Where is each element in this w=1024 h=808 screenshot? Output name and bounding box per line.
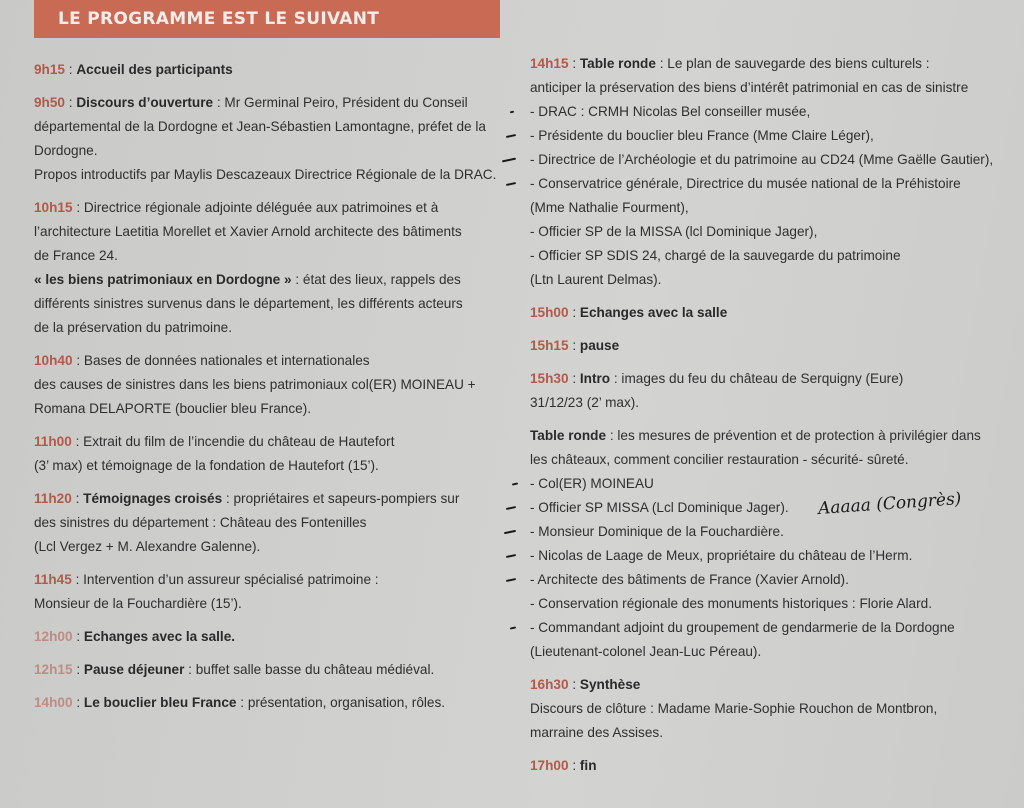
list-item [530, 196, 1010, 220]
separator: : [72, 353, 84, 368]
entry-line: Discours de clôture : Madame Marie-Sophie Rouchon de Montbron, [530, 701, 938, 716]
entry-0915 [34, 58, 504, 82]
entry-heading: Synthèse [579, 677, 641, 692]
entry-heading: Intro [579, 371, 611, 386]
time-label: 15h15 [530, 338, 569, 353]
entry-line: les châteaux, comment concilier restauration - sécurité- sûreté. [530, 452, 909, 467]
list-item [530, 544, 1010, 568]
entry-1145 [34, 568, 504, 616]
entry-line: de France 24. [34, 248, 118, 263]
list-item-text: - Directrice de l’Archéologie et du patrimoine au CD24 (Mme Gaëlle Gautier), [530, 152, 994, 167]
entry-1400 [34, 691, 504, 715]
entry-heading: Discours d’ouverture [76, 95, 214, 110]
separator: : [72, 695, 84, 710]
time-label: 10h40 [34, 353, 73, 368]
list-item [530, 148, 1010, 172]
pen-mark [512, 482, 518, 485]
separator: : [72, 662, 84, 677]
separator: : [72, 200, 84, 215]
separator: : [64, 62, 77, 77]
list-item-text: - Officier SP SDIS 24, chargé de la sauvegarde du patrimoine [530, 248, 901, 263]
separator: : [568, 338, 580, 353]
separator: : [568, 56, 580, 71]
pen-mark [502, 158, 516, 163]
time-label: 9h50 [34, 95, 65, 110]
entry-text: fin [579, 758, 597, 773]
entry-heading: pause [579, 338, 620, 353]
entry-1215 [34, 658, 504, 682]
entry-line: marraine des Assises. [530, 725, 663, 740]
entry-1040 [34, 349, 504, 421]
entry-heading: Témoignages croisés [83, 491, 223, 506]
pen-mark [506, 578, 516, 582]
separator: : [71, 434, 84, 449]
panel-list [530, 100, 1010, 292]
time-label: 11h20 [34, 491, 72, 506]
entry-text: : Le plan de sauvegarde des biens culturels : [655, 56, 930, 71]
list-item [530, 640, 1010, 664]
list-item-text: - Nicolas de Laage de Meux, propriétaire du château de l’Herm. [530, 548, 913, 563]
entry-line: des sinistres du département : Château des Fontenilles [34, 515, 367, 530]
entry-text: Bases de données nationales et internationales [83, 353, 370, 368]
list-item [530, 172, 1010, 196]
entry-text: Directrice régionale adjointe déléguée aux patrimoines et à [83, 200, 439, 215]
entry-line: Propos introductifs par Maylis Descazeaux Directrice Régionale de la DRAC. [34, 167, 497, 182]
pen-mark [506, 182, 516, 186]
list-item-text: - DRAC : CRMH Nicolas Bel conseiller musée, [530, 104, 811, 119]
entry-line: l’architecture Laetitia Morellet et Xavier Arnold architecte des bâtiments [34, 224, 462, 239]
entry-1015 [34, 196, 504, 340]
list-item-text: - Officier SP de la MISSA (lcl Dominique Jager), [530, 224, 818, 239]
time-label: 12h00 [34, 629, 73, 644]
list-item [530, 100, 1010, 124]
entry-heading: Echanges avec la salle. [83, 629, 236, 644]
entry-line: départemental de la Dordogne et Jean-Sébastien Lamontagne, préfet de la [34, 119, 486, 134]
list-item [530, 244, 1010, 268]
entry-line: de la préservation du patrimoine. [34, 320, 232, 335]
time-label: 17h00 [530, 758, 569, 773]
pen-mark [504, 530, 516, 534]
entry-text: Intervention d’un assureur spécialisé patrimoine : [83, 572, 379, 587]
list-item-text: - Architecte des bâtiments de France (Xavier Arnold). [530, 572, 849, 587]
separator: : [568, 677, 580, 692]
entry-heading: Accueil des participants [76, 62, 233, 77]
separator: : [71, 491, 84, 506]
list-item-text: - Présidente du bouclier bleu France (Mme Claire Léger), [530, 128, 874, 143]
time-label: 15h30 [530, 371, 569, 386]
time-label: 14h15 [530, 56, 569, 71]
entry-line: des causes de sinistres dans les biens patrimoniaux col(ER) MOINEAU + [34, 377, 476, 392]
separator: : [64, 95, 77, 110]
entry-line [34, 268, 504, 292]
pen-mark [510, 111, 514, 114]
entry-line: (3’ max) et témoignage de la fondation de Hautefort (15’). [34, 458, 379, 473]
pen-mark [506, 506, 516, 510]
handwritten-annotation: Aaaaa (Congrès) [817, 489, 963, 519]
time-label: 15h00 [530, 305, 569, 320]
entry-text: : propriétaires et sapeurs-pompiers sur [222, 491, 460, 506]
entry-1530 [530, 367, 1010, 415]
pen-mark [510, 626, 516, 629]
list-item [530, 220, 1010, 244]
entry-heading: Table ronde [530, 428, 607, 443]
list-item [530, 124, 1010, 148]
entry-1415 [530, 52, 1010, 292]
entry-0950 [34, 91, 504, 187]
list-item-text: - Monsieur Dominique de la Fouchardière. [530, 524, 784, 539]
entry-text: : Mr Germinal Peiro, Président du Conseil [213, 95, 468, 110]
entry-heading: Le bouclier bleu France [83, 695, 237, 710]
separator: : [568, 305, 580, 320]
entry-1515 [530, 334, 1010, 358]
entry-text: : les mesures de prévention et de protection à privilégier dans [606, 428, 981, 443]
time-label: 16h30 [530, 677, 569, 692]
right-column [530, 52, 1010, 787]
entry-text: : buffet salle basse du château médiéval. [184, 662, 435, 677]
entry-heading: Pause déjeuner [83, 662, 185, 677]
time-label: 10h15 [34, 200, 73, 215]
separator: : [568, 758, 580, 773]
separator: : [568, 371, 580, 386]
entry-1630 [530, 673, 1010, 745]
entry-line: Monsieur de la Fouchardière (15’). [34, 596, 242, 611]
time-label: 12h15 [34, 662, 73, 677]
list-item-text: - Col(ER) MOINEAU [530, 476, 654, 491]
entry-1200 [34, 625, 504, 649]
entry-round-table-2 [530, 424, 1010, 664]
left-column [34, 58, 504, 724]
entry-line: différents sinistres survenus dans le département, les différents acteurs [34, 296, 463, 311]
entry-line: anticiper la préservation des biens d’intérêt patrimonial en cas de sinistre [530, 80, 969, 95]
list-item [530, 520, 1010, 544]
pen-mark [506, 134, 516, 138]
list-item-text: - Officier SP MISSA (Lcl Dominique Jager). [530, 500, 789, 515]
pen-mark [506, 554, 516, 558]
entry-line: Dordogne. [34, 143, 98, 158]
list-item-text: (Mme Nathalie Fourment), [530, 200, 689, 215]
entry-text: : images du feu du château de Serquigny (Eure) [610, 371, 904, 386]
entry-line: Romana DELAPORTE (bouclier bleu France). [34, 401, 312, 416]
separator: : [71, 572, 84, 587]
list-item-text: - Conservation régionale des monuments historiques : Florie Alard. [530, 596, 932, 611]
entry-heading: Echanges avec la salle [579, 305, 728, 320]
entry-text: : présentation, organisation, rôles. [236, 695, 446, 710]
entry-text: : état des lieux, rappels des [291, 272, 461, 287]
section-banner: LE PROGRAMME EST LE SUIVANT [34, 0, 500, 38]
entry-1120 [34, 487, 504, 559]
entry-line: 31/12/23 (2’ max). [530, 395, 640, 410]
list-item-text: - Conservatrice générale, Directrice du musée national de la Préhistoire [530, 176, 961, 191]
list-item [530, 592, 1010, 616]
list-item [530, 568, 1010, 592]
entry-1700 [530, 754, 1010, 778]
list-item [530, 268, 1010, 292]
list-item-text: (Lieutenant-colonel Jean-Luc Péreau). [530, 644, 762, 659]
list-item [530, 616, 1010, 640]
list-item-text: (Ltn Laurent Delmas). [530, 272, 662, 287]
separator: : [72, 629, 84, 644]
list-item-text: - Commandant adjoint du groupement de gendarmerie de la Dordogne [530, 620, 955, 635]
entry-1100 [34, 430, 504, 478]
time-label: 11h00 [34, 434, 72, 449]
entry-text: Extrait du film de l’incendie du château de Hautefort [83, 434, 395, 449]
entry-1500 [530, 301, 1010, 325]
entry-heading: « les biens patrimoniaux en Dordogne » [34, 272, 292, 287]
time-label: 11h45 [34, 572, 72, 587]
entry-heading: Table ronde [579, 56, 656, 71]
time-label: 14h00 [34, 695, 73, 710]
time-label: 9h15 [34, 62, 65, 77]
entry-line: (Lcl Vergez + M. Alexandre Galenne). [34, 539, 261, 554]
